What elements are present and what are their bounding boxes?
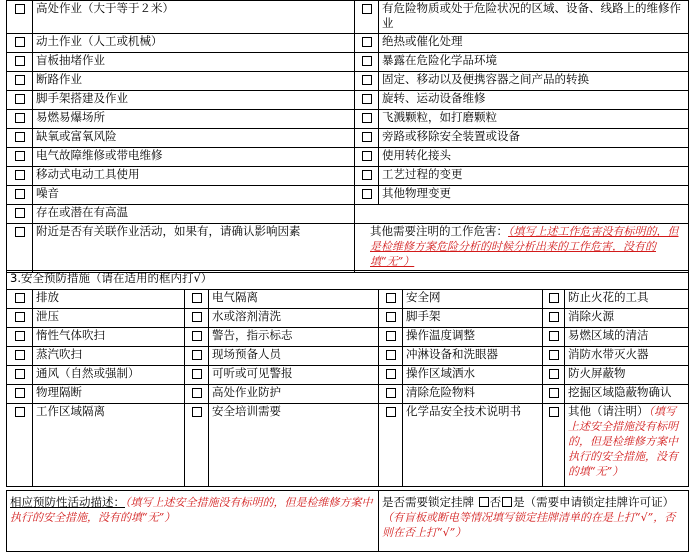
precaution-label: 警告，指示标志 (209, 328, 379, 347)
precaution-label: 水或溶剂清洗 (209, 309, 379, 328)
precaution-label: 可听或可见警报 (209, 366, 379, 385)
hazard-checkbox[interactable] (362, 37, 372, 47)
hazard-checkbox[interactable] (15, 227, 25, 237)
precaution-checkbox[interactable] (15, 388, 25, 398)
precaution-label: 现场预备人员 (209, 347, 379, 366)
hazard-checkbox[interactable] (362, 75, 372, 85)
hazard-checkbox[interactable] (15, 132, 25, 142)
hazard-label: 旋转、运动设备维修 (379, 91, 689, 110)
hazard-checkbox[interactable] (15, 151, 25, 161)
hazard-checkbox[interactable] (362, 4, 372, 14)
hazard-label: 使用转化接头 (379, 148, 689, 167)
hazard-checkbox[interactable] (362, 189, 372, 199)
precaution-checkbox[interactable] (549, 312, 559, 322)
hazard-checkbox[interactable] (362, 113, 372, 123)
other-hazard-label: 其他需要注明的工作危害： (370, 224, 508, 238)
precaution-checkbox[interactable] (549, 331, 559, 341)
precaution-label: 蒸汽吹扫 (33, 347, 185, 366)
hazard-label: 噪音 (33, 186, 355, 205)
hazard-label: 其他物理变更 (379, 186, 689, 205)
hazard-label: 旁路或移除安全装置或设备 (379, 129, 689, 148)
other-precaution-label: 其他（请注明） (568, 404, 649, 418)
precaution-checkbox[interactable] (386, 331, 396, 341)
hazard-label: 固定、移动以及便携容器之间产品的转换 (379, 72, 689, 91)
precaution-checkbox[interactable] (386, 293, 396, 303)
precaution-checkbox[interactable] (192, 388, 202, 398)
precaution-label: 清除危险物料 (403, 385, 543, 404)
precaution-checkbox[interactable] (386, 350, 396, 360)
precaution-checkbox[interactable] (192, 350, 202, 360)
hazard-checkbox[interactable] (15, 75, 25, 85)
precaution-checkbox[interactable] (549, 369, 559, 379)
precaution-checkbox[interactable] (15, 312, 25, 322)
lockout-no-checkbox[interactable] (479, 497, 489, 507)
lockout-permit-note: （需要申请锁定挂牌许可证） (524, 495, 675, 509)
hazard-label: 高处作业（大于等于２米） (33, 1, 355, 34)
hazard-label: 存在或潜在有高温 (33, 205, 355, 224)
precaution-label: 工作区域隔离 (33, 404, 185, 487)
lockout-yes-label: 是 (513, 495, 525, 509)
hazard-label: 断路作业 (33, 72, 355, 91)
precaution-label: 消防水带灭火器 (565, 347, 689, 366)
precaution-label: 冲淋设备和洗眼器 (403, 347, 543, 366)
hazard-label: 电气故障维修或带电维修 (33, 148, 355, 167)
lockout-no-label: 否 (489, 495, 502, 509)
hazard-checkbox[interactable] (362, 132, 372, 142)
hazard-checkbox[interactable] (362, 170, 372, 180)
precaution-checkbox[interactable] (15, 369, 25, 379)
hazard-label: 飞溅颗粒，如打磨颗粒 (379, 110, 689, 129)
precaution-checkbox[interactable] (386, 407, 396, 417)
precaution-checkbox[interactable] (192, 312, 202, 322)
precaution-label: 挖掘区域隐蔽物确认 (565, 385, 689, 404)
precaution-label: 安全网 (403, 290, 543, 309)
precaution-label: 易燃区域的清洁 (565, 328, 689, 347)
precaution-checkbox[interactable] (192, 407, 202, 417)
precaution-label: 操作温度调整 (403, 328, 543, 347)
hazard-table (6, 0, 689, 273)
precaution-label: 安全培训需要 (209, 404, 379, 487)
precaution-checkbox[interactable] (549, 407, 559, 417)
hazard-label: 易燃易爆场所 (33, 110, 355, 129)
section3-title: 3.安全预防措施（请在适用的框内打√） (7, 271, 689, 290)
hazard-checkbox[interactable] (15, 113, 25, 123)
other-hazard-note: （填写上述工作危害没有标明的，但是检维修方案危险分析的时候分析出来的工作危害，没有的填“无”） (370, 225, 679, 268)
precaution-checkbox[interactable] (15, 293, 25, 303)
other-precaution-note: （填写上述安全措施没有标明的，但是检维修方案中执行的安全措施，没有的填“无”） (568, 405, 678, 478)
hazard-checkbox[interactable] (362, 151, 372, 161)
precaution-table (6, 270, 689, 487)
precaution-checkbox[interactable] (549, 350, 559, 360)
precaution-label: 脚手架 (403, 309, 543, 328)
precaution-label: 高处作业防护 (209, 385, 379, 404)
precaution-label: 惰性气体吹扫 (33, 328, 185, 347)
precaution-label: 防火屏蔽物 (565, 366, 689, 385)
precaution-label: 物理隔断 (33, 385, 185, 404)
hazard-checkbox[interactable] (362, 56, 372, 66)
precaution-checkbox[interactable] (192, 293, 202, 303)
hazard-label: 绝热或催化处理 (379, 34, 689, 53)
hazard-label: 暴露在危险化学品环境 (379, 53, 689, 72)
footer-table (6, 490, 689, 552)
hazard-checkbox[interactable] (362, 94, 372, 104)
hazard-label: 动土作业（人工或机械） (33, 34, 355, 53)
precaution-label: 泄压 (33, 309, 185, 328)
hazard-label: 盲板抽堵作业 (33, 53, 355, 72)
precaution-label: 电气隔离 (209, 290, 379, 309)
precaution-checkbox[interactable] (192, 331, 202, 341)
precaution-label: 消除火源 (565, 309, 689, 328)
precaution-checkbox[interactable] (549, 388, 559, 398)
hazard-label: 附近是否有关联作业活动，如果有，请确认影响因素 (33, 224, 355, 273)
hazard-checkbox[interactable] (15, 94, 25, 104)
precaution-label: 通风（自然或强制） (33, 366, 185, 385)
hazard-label: 脚手架搭建及作业 (33, 91, 355, 110)
precaution-checkbox[interactable] (386, 369, 396, 379)
hazard-label: 有危险物质或处于危险状况的区域、设备、线路上的维修作业 (379, 1, 689, 34)
hazard-checkbox[interactable] (15, 170, 25, 180)
precaution-checkbox[interactable] (386, 388, 396, 398)
precaution-label: 操作区域洒水 (403, 366, 543, 385)
precaution-checkbox[interactable] (192, 369, 202, 379)
preventive-activity-label: 相应预防性活动描述： (10, 495, 125, 509)
lockout-yes-checkbox[interactable] (502, 497, 512, 507)
hazard-checkbox[interactable] (15, 56, 25, 66)
hazard-label: 工艺过程的变更 (379, 167, 689, 186)
precaution-checkbox[interactable] (15, 407, 25, 417)
precaution-label: 防止火花的工具 (565, 290, 689, 309)
lockout-question: 是否需要锁定挂牌 (382, 495, 474, 509)
precaution-checkbox[interactable] (15, 331, 25, 341)
hazard-label: 移动式电动工具使用 (33, 167, 355, 186)
precaution-checkbox[interactable] (549, 293, 559, 303)
precaution-label: 排放 (33, 290, 185, 309)
precaution-label: 化学品安全技术说明书 (403, 404, 543, 487)
hazard-checkbox[interactable] (15, 208, 25, 218)
hazard-checkbox[interactable] (15, 37, 25, 47)
hazard-label: 缺氧或富氧风险 (33, 129, 355, 148)
hazard-checkbox[interactable] (15, 189, 25, 199)
preventive-activity-note: （填写上述安全措施没有标明的，但是检维修方案中执行的安全措施，没有的填“无”） (10, 496, 373, 524)
lockout-instruction: （有盲板或断电等情况填写锁定挂牌清单的在是上打“√”，否则在否上打“√”） (382, 511, 676, 539)
precaution-checkbox[interactable] (386, 312, 396, 322)
precaution-checkbox[interactable] (15, 350, 25, 360)
hazard-checkbox[interactable] (15, 4, 25, 14)
